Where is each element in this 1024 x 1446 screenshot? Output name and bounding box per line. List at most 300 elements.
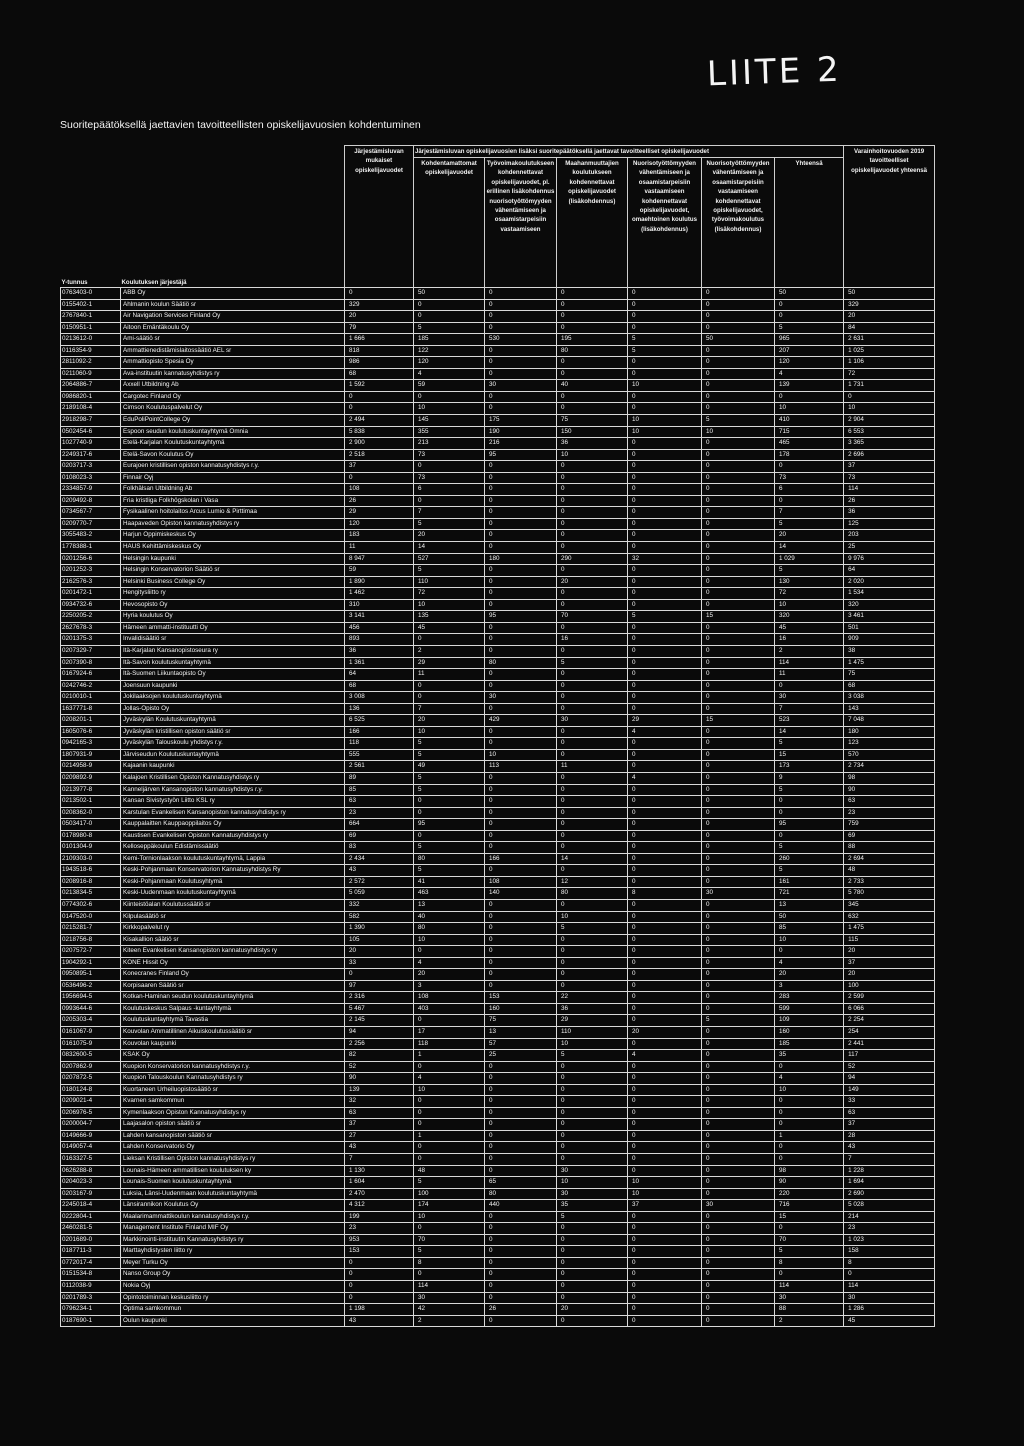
cell-c2: 0: [485, 923, 557, 935]
table-row: [61, 472, 935, 484]
table-row: [61, 1130, 935, 1142]
cell-c2: 0: [485, 345, 557, 357]
cell-name: Opintotoiminnan keskusliitto ry: [121, 1292, 345, 1304]
cell-c1: 114: [414, 1281, 485, 1293]
table-row: [61, 680, 935, 692]
cell-ytunnus: 0213612-0: [61, 334, 121, 346]
cell-total: 88: [775, 1304, 844, 1316]
cell-c2: 0: [485, 484, 557, 496]
cell-grand: 63: [844, 1107, 935, 1119]
cell-total: 0: [775, 796, 844, 808]
cell-ytunnus: 0626288-8: [61, 1165, 121, 1177]
cell-name: Etelä-Savon Koulutus Oy: [121, 449, 345, 461]
cell-ytunnus: 0208201-1: [61, 715, 121, 727]
header-total: Yhteensä: [775, 158, 844, 288]
cell-c5: 0: [702, 657, 775, 669]
cell-c5: 0: [702, 1165, 775, 1177]
cell-ytunnus: 2460281-5: [61, 1223, 121, 1235]
cell-base: 166: [345, 726, 414, 738]
document-title: Suoritepäätöksellä jaettavien tavoitteellisten opiskelijavuosien kohdentuminen: [60, 119, 421, 131]
cell-c1: 14: [414, 542, 485, 554]
cell-c5: 0: [702, 876, 775, 888]
cell-base: 0: [345, 1269, 414, 1281]
cell-grand: 5 780: [844, 888, 935, 900]
cell-name: Lounais-Hämeen ammatillisen koulutuksen ky: [121, 1165, 345, 1177]
cell-ytunnus: 0116354-9: [61, 345, 121, 357]
cell-ytunnus: 1956694-5: [61, 992, 121, 1004]
cell-ytunnus: 0207872-5: [61, 1073, 121, 1085]
cell-c2: 0: [485, 1107, 557, 1119]
cell-name: Jokilaaksojen koulutuskuntayhtymä: [121, 692, 345, 704]
cell-total: 715: [775, 426, 844, 438]
cell-base: 986: [345, 357, 414, 369]
cell-base: 1 592: [345, 380, 414, 392]
cell-c4: 0: [628, 853, 702, 865]
cell-grand: 345: [844, 899, 935, 911]
cell-c2: 0: [485, 830, 557, 842]
table-row: [61, 1304, 935, 1316]
cell-grand: 909: [844, 634, 935, 646]
cell-grand: 123: [844, 738, 935, 750]
cell-base: 108: [345, 484, 414, 496]
cell-grand: 1 106: [844, 357, 935, 369]
cell-ytunnus: 0149666-9: [61, 1130, 121, 1142]
cell-c3: 0: [557, 830, 628, 842]
table-row: [61, 830, 935, 842]
cell-base: 23: [345, 807, 414, 819]
cell-c2: 0: [485, 518, 557, 530]
cell-name: Nanso Group Oy: [121, 1269, 345, 1281]
cell-c2: 0: [485, 669, 557, 681]
cell-ytunnus: 0201472-1: [61, 588, 121, 600]
cell-grand: 2 694: [844, 853, 935, 865]
cell-grand: 7 048: [844, 715, 935, 727]
cell-c3: 10: [557, 911, 628, 923]
cell-base: 120: [345, 518, 414, 530]
cell-grand: 2 020: [844, 576, 935, 588]
cell-grand: 20: [844, 969, 935, 981]
cell-c2: 0: [485, 1154, 557, 1166]
table-row: [61, 1292, 935, 1304]
table-row: [61, 1257, 935, 1269]
cell-c4: 4: [628, 1050, 702, 1062]
cell-c4: 0: [628, 484, 702, 496]
cell-c1: 7: [414, 703, 485, 715]
cell-c3: 0: [557, 807, 628, 819]
cell-base: 90: [345, 1073, 414, 1085]
cell-c4: 0: [628, 865, 702, 877]
cell-total: 0: [775, 495, 844, 507]
cell-c4: 0: [628, 495, 702, 507]
table-row: [61, 1269, 935, 1281]
cell-c1: 10: [414, 1084, 485, 1096]
cell-ytunnus: 0201256-6: [61, 553, 121, 565]
cell-ytunnus: 2189108-4: [61, 403, 121, 415]
cell-c2: 80: [485, 1188, 557, 1200]
cell-c5: 0: [702, 345, 775, 357]
cell-c1: 80: [414, 853, 485, 865]
header-grand-total: Varainhoitovuoden 2019 tavoitteelliset opiskelijavuodet yhteensä: [844, 146, 935, 288]
cell-grand: 25: [844, 542, 935, 554]
cell-c1: 0: [414, 830, 485, 842]
cell-c4: 0: [628, 530, 702, 542]
cell-base: 94: [345, 1027, 414, 1039]
cell-ytunnus: 0205303-4: [61, 1015, 121, 1027]
cell-name: Jyväskylän kristillisen opiston säätiö sr: [121, 726, 345, 738]
cell-name: Optima samkommun: [121, 1304, 345, 1316]
cell-grand: 2 696: [844, 449, 935, 461]
cell-ytunnus: 0209021-4: [61, 1096, 121, 1108]
cell-c3: 0: [557, 726, 628, 738]
cell-name: Kiinteistöalan Koulutussäätiö sr: [121, 899, 345, 911]
cell-c5: 0: [702, 588, 775, 600]
cell-ytunnus: 0207390-8: [61, 657, 121, 669]
table-row: [61, 692, 935, 704]
cell-ytunnus: 0209492-8: [61, 495, 121, 507]
cell-c5: 0: [702, 484, 775, 496]
cell-c1: 45: [414, 622, 485, 634]
cell-c5: 0: [702, 969, 775, 981]
cell-c1: 29: [414, 657, 485, 669]
cell-c4: 0: [628, 634, 702, 646]
cell-c3: 0: [557, 980, 628, 992]
cell-c5: 0: [702, 911, 775, 923]
table-row: [61, 380, 935, 392]
cell-ytunnus: 0210010-1: [61, 692, 121, 704]
cell-base: 2 256: [345, 1038, 414, 1050]
cell-c5: 0: [702, 1281, 775, 1293]
cell-base: 4 312: [345, 1200, 414, 1212]
cell-name: Kuopion Konservatorion kannatusyhdistys r.y.: [121, 1061, 345, 1073]
cell-c3: 0: [557, 565, 628, 577]
cell-c1: 0: [414, 1142, 485, 1154]
cell-grand: 37: [844, 461, 935, 473]
cell-name: Ahlmanin koulun Säätiö sr: [121, 299, 345, 311]
table-row: [61, 542, 935, 554]
cell-base: 310: [345, 599, 414, 611]
cell-c2: 65: [485, 1177, 557, 1189]
cell-c2: 25: [485, 1050, 557, 1062]
cell-total: 30: [775, 692, 844, 704]
cell-ytunnus: 0215281-7: [61, 923, 121, 935]
cell-c5: 0: [702, 1142, 775, 1154]
cell-c3: 0: [557, 1096, 628, 1108]
cell-c4: 0: [628, 288, 702, 300]
cell-c4: 0: [628, 368, 702, 380]
cell-name: Aitoon Emäntäkoulu Oy: [121, 322, 345, 334]
cell-c4: 0: [628, 507, 702, 519]
cell-total: 0: [775, 1107, 844, 1119]
cell-c5: 0: [702, 946, 775, 958]
cell-grand: 5 028: [844, 1200, 935, 1212]
cell-ytunnus: 0218756-8: [61, 934, 121, 946]
cell-c3: 0: [557, 1154, 628, 1166]
cell-name: Hevosopisto Oy: [121, 599, 345, 611]
cell-c3: 30: [557, 1188, 628, 1200]
cell-c3: 0: [557, 1073, 628, 1085]
cell-c3: 0: [557, 311, 628, 323]
cell-c2: 0: [485, 934, 557, 946]
cell-name: Kymenlaakson Opiston Kannatusyhdistys ry: [121, 1107, 345, 1119]
cell-total: 160: [775, 1027, 844, 1039]
cell-c1: 0: [414, 807, 485, 819]
cell-c5: 0: [702, 1073, 775, 1085]
cell-c2: 0: [485, 599, 557, 611]
cell-grand: 75: [844, 669, 935, 681]
cell-grand: 254: [844, 1027, 935, 1039]
cell-c5: 0: [702, 645, 775, 657]
table-row: [61, 842, 935, 854]
cell-total: 109: [775, 1015, 844, 1027]
cell-c4: 0: [628, 692, 702, 704]
cell-c4: 0: [628, 391, 702, 403]
table-row: [61, 1027, 935, 1039]
cell-grand: 9 976: [844, 553, 935, 565]
cell-c3: 0: [557, 1061, 628, 1073]
cell-total: 0: [775, 830, 844, 842]
cell-c3: 0: [557, 1234, 628, 1246]
cell-base: 11: [345, 542, 414, 554]
cell-c5: 0: [702, 726, 775, 738]
cell-c4: 0: [628, 819, 702, 831]
cell-name: Kelloseppäkoulun Edistämissäätiö: [121, 842, 345, 854]
cell-grand: 73: [844, 472, 935, 484]
cell-total: 5: [775, 322, 844, 334]
cell-base: 0: [345, 403, 414, 415]
cell-c1: 5: [414, 322, 485, 334]
table-row: [61, 911, 935, 923]
cell-grand: 632: [844, 911, 935, 923]
cell-c3: 150: [557, 426, 628, 438]
header-c1: Kohdentamattomat opiskelijavuodet: [414, 158, 485, 288]
cell-c5: 0: [702, 980, 775, 992]
cell-total: 0: [775, 461, 844, 473]
cell-grand: 125: [844, 518, 935, 530]
cell-ytunnus: 0201689-0: [61, 1234, 121, 1246]
cell-c2: 0: [485, 645, 557, 657]
cell-total: 11: [775, 669, 844, 681]
cell-c3: 35: [557, 1200, 628, 1212]
table-row: [61, 1107, 935, 1119]
cell-c4: 10: [628, 380, 702, 392]
cell-base: 2 470: [345, 1188, 414, 1200]
cell-grand: 1 025: [844, 345, 935, 357]
cell-grand: 48: [844, 865, 935, 877]
cell-c4: 0: [628, 969, 702, 981]
cell-ytunnus: 2250205-2: [61, 611, 121, 623]
cell-c4: 0: [628, 1304, 702, 1316]
cell-c2: 0: [485, 1061, 557, 1073]
cell-c4: 0: [628, 322, 702, 334]
cell-c4: 0: [628, 1003, 702, 1015]
cell-c3: 36: [557, 1003, 628, 1015]
cell-c5: 0: [702, 322, 775, 334]
table-row: [61, 1096, 935, 1108]
cell-c1: 0: [414, 461, 485, 473]
cell-c3: 80: [557, 888, 628, 900]
cell-c3: 10: [557, 1038, 628, 1050]
cell-c4: 0: [628, 749, 702, 761]
cell-ytunnus: 0993644-6: [61, 1003, 121, 1015]
cell-c5: 0: [702, 530, 775, 542]
cell-grand: 69: [844, 830, 935, 842]
cell-total: 72: [775, 588, 844, 600]
table-row: [61, 1200, 935, 1212]
header-c5: Nuorisotyöttömyyden vähentämiseen ja osaamistarpeisiin vastaamiseen kohdennettavat opiskelijavuodet, työvoimakoulutus (lisäkohdennus): [702, 158, 775, 288]
cell-c3: 195: [557, 334, 628, 346]
allocation-table: [60, 145, 935, 1327]
cell-c3: 0: [557, 599, 628, 611]
cell-c3: 0: [557, 946, 628, 958]
cell-name: Harjun Oppimiskeskus Oy: [121, 530, 345, 542]
cell-total: 5: [775, 865, 844, 877]
table-row: [61, 1084, 935, 1096]
cell-base: 139: [345, 1084, 414, 1096]
cell-c4: 37: [628, 1200, 702, 1212]
cell-total: 410: [775, 415, 844, 427]
cell-c1: 8: [414, 1257, 485, 1269]
cell-grand: 114: [844, 1281, 935, 1293]
cell-total: 70: [775, 1234, 844, 1246]
table-row: [61, 1211, 935, 1223]
cell-c4: 0: [628, 980, 702, 992]
cell-c4: 0: [628, 957, 702, 969]
cell-base: 8 947: [345, 553, 414, 565]
cell-base: 52: [345, 1061, 414, 1073]
cell-name: Lahden Konservatorio Oy: [121, 1142, 345, 1154]
cell-c5: 0: [702, 784, 775, 796]
cell-ytunnus: 0536496-2: [61, 980, 121, 992]
cell-c2: 0: [485, 299, 557, 311]
cell-total: 5: [775, 1246, 844, 1258]
table-row: [61, 703, 935, 715]
cell-c1: 20: [414, 715, 485, 727]
header-group: Järjestämisluvan opiskelijavuosien lisäksi suoritepäätöksellä jaettavat tavoitteelliset opiskelijavuodet: [414, 146, 844, 158]
cell-c2: 0: [485, 461, 557, 473]
cell-grand: 38: [844, 645, 935, 657]
cell-c3: 0: [557, 738, 628, 750]
cell-c5: 0: [702, 1269, 775, 1281]
cell-c4: 0: [628, 565, 702, 577]
cell-total: 4: [775, 368, 844, 380]
cell-c3: 29: [557, 1015, 628, 1027]
cell-ytunnus: 0208916-8: [61, 876, 121, 888]
cell-c1: 10: [414, 1211, 485, 1223]
cell-c1: 10: [414, 934, 485, 946]
cell-c2: 0: [485, 1142, 557, 1154]
cell-c1: 11: [414, 669, 485, 681]
cell-grand: 149: [844, 1084, 935, 1096]
cell-grand: 501: [844, 622, 935, 634]
cell-c1: 7: [414, 507, 485, 519]
cell-ytunnus: 2334857-9: [61, 484, 121, 496]
cell-c3: 0: [557, 299, 628, 311]
cell-c2: 175: [485, 415, 557, 427]
cell-grand: 1 475: [844, 657, 935, 669]
cell-c3: 10: [557, 1177, 628, 1189]
cell-base: 1 666: [345, 334, 414, 346]
cell-c4: 0: [628, 1281, 702, 1293]
cell-name: Laajasalon opiston säätiö sr: [121, 1119, 345, 1131]
cell-grand: 20: [844, 946, 935, 958]
cell-c2: 0: [485, 588, 557, 600]
cell-c3: 0: [557, 899, 628, 911]
header-c2: Työvoimakoulutukseen kohdennettavat opiskelijavuodet, pl. erillinen lisäkohdennus nuorisotyöttömyyden vähentämiseen ja osaamistarpeisiin vastaamiseen: [485, 158, 557, 288]
table-row: [61, 888, 935, 900]
cell-c5: 0: [702, 1003, 775, 1015]
cell-c1: 0: [414, 311, 485, 323]
cell-c5: 0: [702, 1096, 775, 1108]
cell-ytunnus: 0214958-9: [61, 761, 121, 773]
cell-c1: 0: [414, 680, 485, 692]
cell-grand: 1 731: [844, 380, 935, 392]
cell-c4: 0: [628, 784, 702, 796]
cell-base: 43: [345, 1142, 414, 1154]
cell-c2: 0: [485, 403, 557, 415]
cell-c4: 20: [628, 1027, 702, 1039]
cell-c5: 0: [702, 542, 775, 554]
cell-grand: 1 286: [844, 1304, 935, 1316]
cell-base: 32: [345, 1096, 414, 1108]
cell-c4: 0: [628, 1223, 702, 1235]
cell-c5: 0: [702, 403, 775, 415]
cell-c4: 0: [628, 1073, 702, 1085]
cell-c3: 5: [557, 923, 628, 935]
cell-c2: 0: [485, 738, 557, 750]
cell-ytunnus: 2162576-3: [61, 576, 121, 588]
cell-c5: 50: [702, 334, 775, 346]
cell-c5: 0: [702, 1177, 775, 1189]
cell-c1: 0: [414, 1119, 485, 1131]
cell-base: 1 890: [345, 576, 414, 588]
cell-total: 7: [775, 507, 844, 519]
cell-c1: 0: [414, 1269, 485, 1281]
cell-total: 35: [775, 1050, 844, 1062]
cell-base: 0: [345, 1292, 414, 1304]
cell-base: 2 434: [345, 853, 414, 865]
cell-grand: 98: [844, 772, 935, 784]
cell-c5: 0: [702, 1246, 775, 1258]
cell-c3: 0: [557, 957, 628, 969]
table-row: [61, 634, 935, 646]
cell-c5: 0: [702, 923, 775, 935]
cell-base: 664: [345, 819, 414, 831]
cell-c1: 70: [414, 1234, 485, 1246]
cell-total: 10: [775, 403, 844, 415]
cell-c4: 0: [628, 1038, 702, 1050]
cell-grand: 36: [844, 507, 935, 519]
cell-grand: 0: [844, 1269, 935, 1281]
cell-total: 85: [775, 923, 844, 935]
cell-base: 82: [345, 1050, 414, 1062]
table-row: [61, 1234, 935, 1246]
cell-c1: 50: [414, 288, 485, 300]
cell-grand: 30: [844, 1292, 935, 1304]
cell-c4: 0: [628, 472, 702, 484]
cell-ytunnus: 0187690-1: [61, 1315, 121, 1327]
cell-grand: 88: [844, 842, 935, 854]
cell-name: Järviseudun Koulutuskuntayhtymä: [121, 749, 345, 761]
cell-c1: 95: [414, 819, 485, 831]
cell-c5: 5: [702, 1015, 775, 1027]
cell-name: Meyer Turku Oy: [121, 1257, 345, 1269]
table-row: [61, 669, 935, 681]
cell-ytunnus: 0178980-8: [61, 830, 121, 842]
cell-c2: 0: [485, 634, 557, 646]
cell-ytunnus: 0201375-3: [61, 634, 121, 646]
cell-grand: 3 038: [844, 692, 935, 704]
cell-grand: 143: [844, 703, 935, 715]
